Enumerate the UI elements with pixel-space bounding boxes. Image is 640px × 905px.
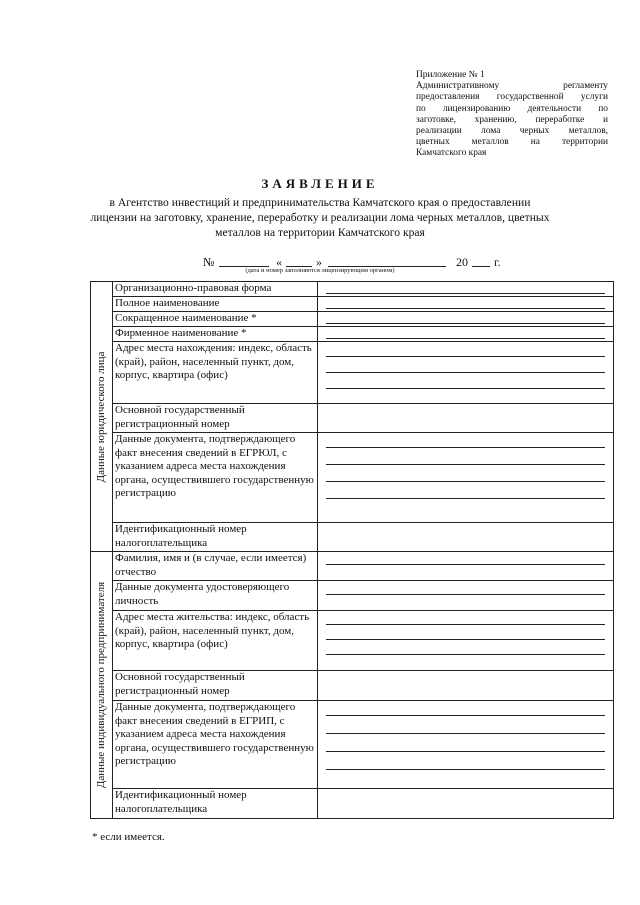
row-label: Полное наименование <box>113 297 318 312</box>
row-label: Фирменное наименование * <box>113 327 318 342</box>
fill-line <box>326 338 605 339</box>
egrip-document-field[interactable] <box>318 701 614 789</box>
row-label: Идентификационный номер налогоплательщика <box>113 789 318 819</box>
ogrnip-cells[interactable] <box>318 671 614 701</box>
egrul-document-field[interactable] <box>318 433 614 523</box>
fill-line <box>326 715 605 716</box>
fill-line <box>326 624 605 625</box>
fill-line <box>326 293 605 294</box>
appendix-line: по лицензированию деятельности по <box>416 103 608 114</box>
individual-section-label: Данные индивидуального предпринимателя <box>91 552 113 819</box>
fill-line <box>326 733 605 734</box>
fill-line <box>326 464 605 465</box>
appendix-line: Приложение № 1 <box>416 70 485 80</box>
row-label: Основной государственный регистрационный номер <box>113 404 318 433</box>
fill-line <box>326 308 605 309</box>
number-sign: № <box>203 255 215 269</box>
appendix-block <box>416 70 608 160</box>
fill-line <box>326 372 605 373</box>
identity-document-field[interactable] <box>318 581 614 611</box>
year-suffix: г. <box>494 255 501 269</box>
appendix-line: реализации лома черных металлов, <box>416 126 608 137</box>
fill-line <box>326 388 605 389</box>
residence-address-field[interactable] <box>318 611 614 671</box>
row-label: Фамилия, имя и (в случае, если имеется) отчество <box>113 552 318 581</box>
row-label: Идентификационный номер налогоплательщика <box>113 523 318 552</box>
row-label: Сокращенное наименование * <box>113 312 318 327</box>
fill-line <box>326 447 605 448</box>
appendix-line: цветных металлов на территории <box>416 137 608 148</box>
short-name-field[interactable] <box>318 312 614 327</box>
fill-line <box>326 654 605 655</box>
inn-cells[interactable] <box>318 523 614 552</box>
fill-line <box>326 498 605 499</box>
fill-line <box>326 356 605 357</box>
full-name-field[interactable] <box>318 297 614 312</box>
individual-inn-cells[interactable] <box>318 789 614 819</box>
ogrn-cells[interactable] <box>318 404 614 433</box>
document-title: ЗАЯВЛЕНИЕ <box>261 176 379 191</box>
appendix-line: Камчатского края <box>416 148 487 159</box>
row-label: Данные документа, подтверждающего факт внесения сведений в ЕГРИП, с указанием адреса места нахождения органа, осуществившего государственную регистрацию <box>113 701 318 789</box>
legal-address-field[interactable] <box>318 342 614 404</box>
brand-name-field[interactable] <box>318 327 614 342</box>
legal-entity-section-label: Данные юридического лица <box>91 282 113 552</box>
number-note: (дата и номер заполняются лицензирующим органом) <box>245 267 395 274</box>
appendix-line: заготовке, хранению, переработке и <box>416 114 608 125</box>
appendix-line: предоставления государственной услуги <box>416 92 608 103</box>
open-quote: « <box>276 255 282 269</box>
close-quote: » <box>316 255 322 269</box>
application-form-table <box>90 281 614 819</box>
fill-line <box>326 751 605 752</box>
row-label: Адрес места жительства: индекс, область (край), район, населенный пункт, дом, корпус, квартира (офис) <box>113 611 318 671</box>
org-legal-form-field[interactable] <box>318 282 614 297</box>
full-person-name-field[interactable] <box>318 552 614 581</box>
fill-line <box>326 639 605 640</box>
fill-line <box>326 323 605 324</box>
document-subtitle: в Агентство инвестиций и предпринимательства Камчатского края о предоставлении лицензии на заготовку, хранение, переработку и реализации лома черных металлов, цветных металлов на территории Камчатского края <box>90 196 550 239</box>
row-label: Организационно-правовая форма <box>113 282 318 297</box>
row-label: Данные документа, подтверждающего факт внесения сведений в ЕГРЮЛ, с указанием адреса места нахождения органа, осуществившего государственную регистрацию <box>113 433 318 523</box>
footnote: * если имеется. <box>92 831 165 843</box>
row-label: Данные документа удостоверяющего личность <box>113 581 318 611</box>
row-label: Основной государственный регистрационный номер <box>113 671 318 701</box>
fill-line <box>326 594 605 595</box>
fill-line <box>326 564 605 565</box>
fill-line <box>326 769 605 770</box>
row-label: Адрес места нахождения: индекс, область (край), район, населенный пункт, дом, корпус, квартира (офис) <box>113 342 318 404</box>
year-prefix: 20 <box>456 255 468 269</box>
fill-line <box>326 481 605 482</box>
appendix-line: Административному регламенту <box>416 81 608 92</box>
